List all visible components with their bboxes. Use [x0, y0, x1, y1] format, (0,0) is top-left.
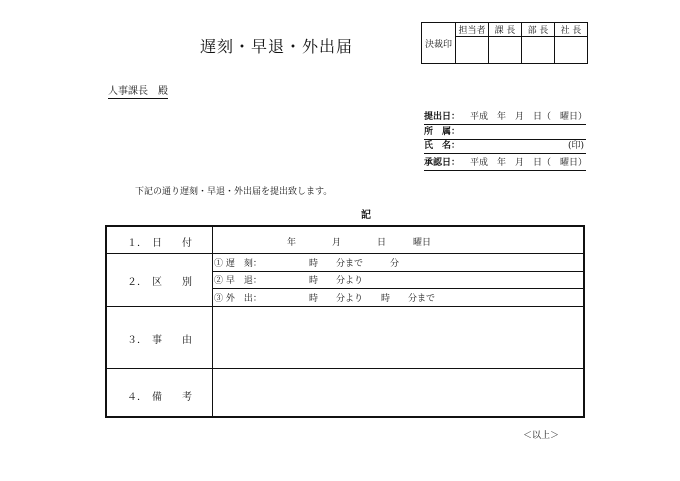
submit-date-line[interactable] — [424, 111, 586, 125]
department-label: 所 属： — [424, 127, 461, 137]
reason-row-label: ３． 事 由 — [127, 335, 192, 346]
closing-mark: ＜以上＞ — [523, 431, 560, 441]
department-line[interactable] — [424, 126, 586, 140]
early-field[interactable]: 時 分より — [309, 276, 364, 286]
stamp-box-president[interactable] — [555, 37, 588, 64]
form-divider — [107, 253, 583, 254]
seal-mark: (印) — [567, 141, 584, 151]
note-field[interactable] — [213, 369, 583, 417]
approval-date-value: 平成 年 月 日（ 曜日） — [470, 158, 588, 168]
approval-date-label: 承認日： — [424, 158, 461, 168]
approval-row-label: 決裁印 — [422, 23, 456, 64]
note-row-label: ４． 備 考 — [127, 392, 192, 403]
approval-date-line[interactable] — [424, 157, 586, 171]
late-label: ① 遅 刻： — [214, 259, 262, 269]
submit-date-label: 提出日： — [424, 112, 461, 122]
date-field[interactable]: 年 月 日 曜日 — [287, 238, 432, 248]
document-title: 遅刻・早退・外出届 — [200, 37, 354, 56]
ki-heading: 記 — [361, 210, 371, 221]
date-row-label: １． 日 付 — [127, 238, 192, 249]
form-subdivider — [212, 271, 583, 272]
stamp-box-dept-head[interactable] — [522, 37, 555, 64]
out-field[interactable]: 時 分より 時 分まで — [309, 294, 436, 304]
approval-stamp-table — [421, 22, 588, 64]
approval-header-staff: 担当者 — [456, 23, 489, 37]
name-line[interactable] — [424, 140, 586, 154]
request-form-table — [105, 225, 585, 418]
approval-header-section-chief: 課 長 — [489, 23, 522, 37]
type-row-label: ２． 区 別 — [127, 277, 192, 288]
late-field[interactable]: 時 分まで 分 — [309, 259, 400, 269]
addressee: 人事課長 殿 — [108, 82, 168, 99]
out-label: ③ 外 出： — [214, 294, 262, 304]
stamp-box-section-chief[interactable] — [489, 37, 522, 64]
intro-sentence: 下記の通り遅刻・早退・外出届を提出致します。 — [135, 187, 333, 197]
approval-header-dept-head: 部 長 — [522, 23, 555, 37]
reason-field[interactable] — [213, 307, 583, 367]
approval-header-president: 社 長 — [555, 23, 588, 37]
early-label: ② 早 退： — [214, 276, 262, 286]
form-subdivider — [212, 288, 583, 289]
stamp-box-staff[interactable] — [456, 37, 489, 64]
submit-date-value: 平成 年 月 日（ 曜日） — [470, 112, 588, 122]
name-label: 氏 名： — [424, 141, 461, 151]
